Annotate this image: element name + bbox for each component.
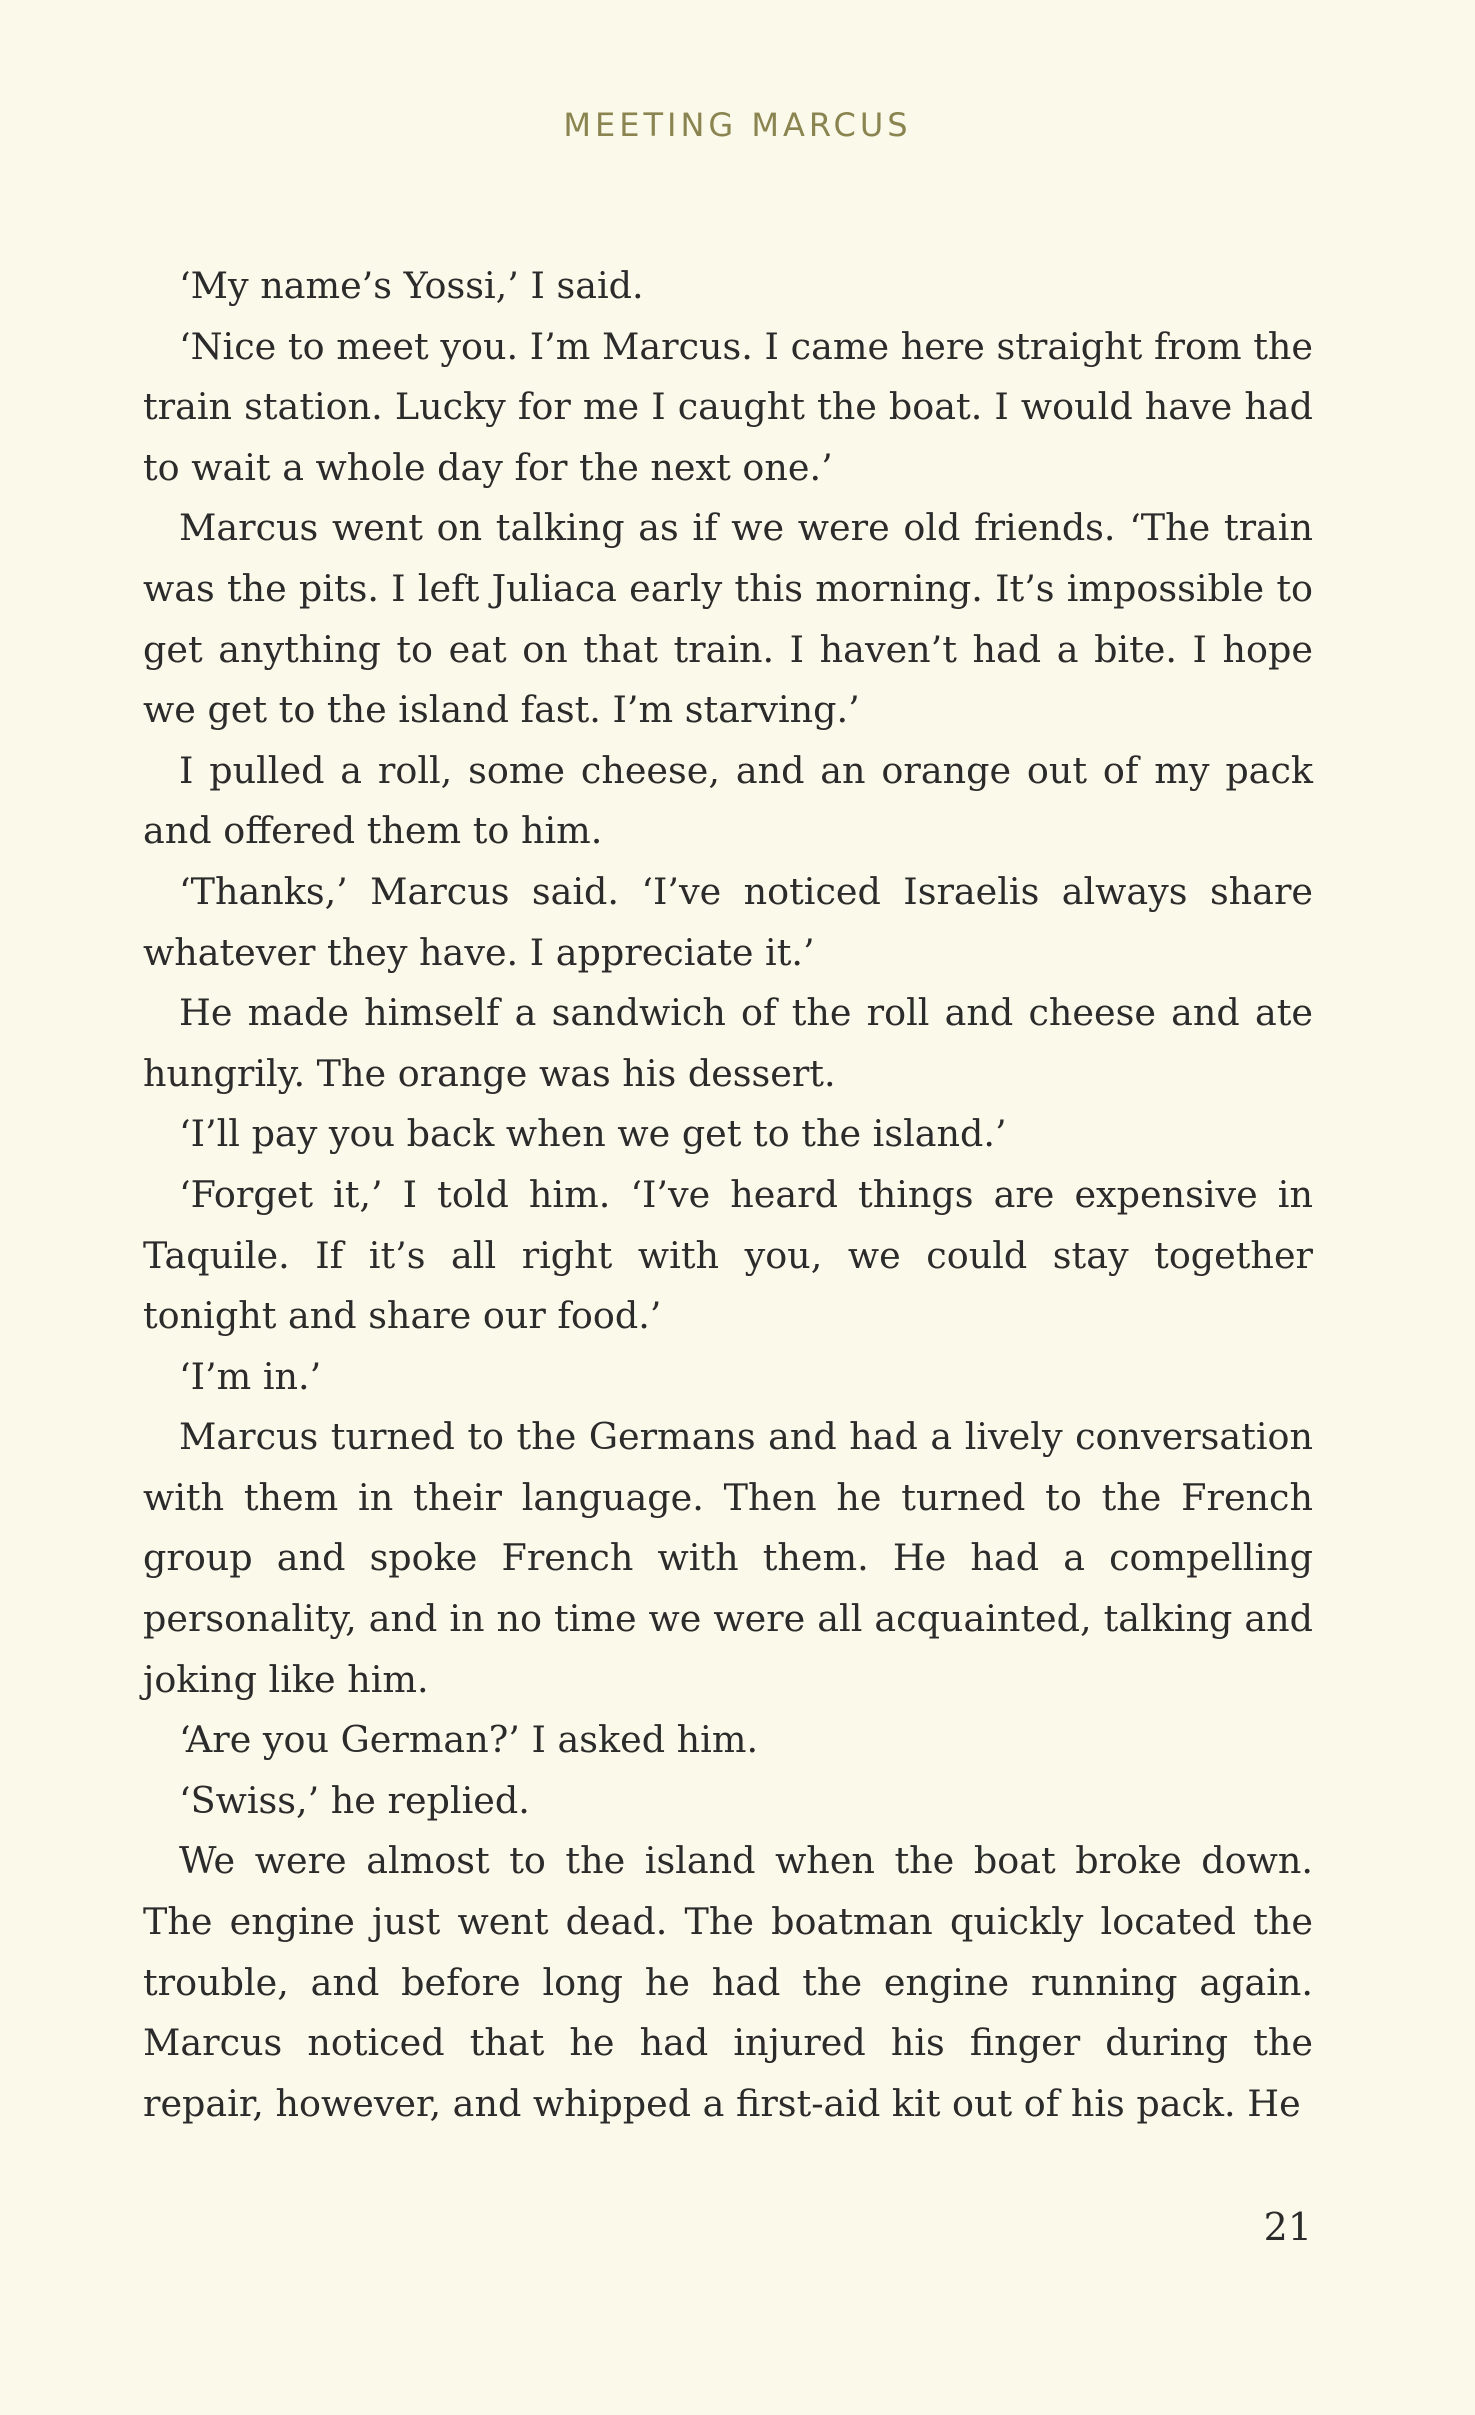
- body-text: [143, 256, 1313, 2134]
- paragraph: ‘Thanks,’ Marcus said. ‘I’ve noticed Israelis always share whatever they have. I appreciate it.’: [143, 869, 1313, 974]
- running-head: MEETING MARCUS: [563, 106, 912, 144]
- paragraph: We were almost to the island when the boat broke down. The engine just went dead. The boatman quickly located the trouble, and before long he had the engine running again. Marcus noticed that he had injured his finger during the repair, however, and whipped a first-aid kit out of his pack. He: [143, 1839, 1313, 2125]
- paragraph: I pulled a roll, some cheese, and an orange out of my pack and offered them to him.: [143, 748, 1313, 853]
- paragraph: ‘My name’s Yossi,’ I said.: [179, 264, 644, 307]
- paragraph: ‘Are you German?’ I asked him.: [179, 1718, 759, 1762]
- paragraph: Marcus went on talking as if we were old friends. ‘The train was the pits. I left Juliaca early this morning. It’s impossible to get anything to eat on that train. I haven’t had a bite. I hope we get to the island fast. I’m starving.’: [143, 506, 1313, 732]
- paragraph: ‘Forget it,’ I told him. ‘I’ve heard things are expensive in Taquile. If it’s all right with you, we could stay together tonight and share our food.’: [143, 1172, 1313, 1338]
- paragraph: ‘Nice to meet you. I’m Marcus. I came here straight from the train station. Lucky for me I caught the boat. I would have had to wait a whole day for the next one.’: [143, 324, 1313, 489]
- paragraph: ‘I’ll pay you back when we get to the island.’: [179, 1112, 1007, 1156]
- paragraph: Marcus turned to the Germans and had a lively conversation with them in their language. Then he turned to the French group and spoke French with them. He had a compelling personality, and in no time we were all acquainted, talking and joking like him.: [143, 1415, 1313, 1701]
- paragraph: ‘I’m in.’: [179, 1354, 322, 1398]
- paragraph: ‘Swiss,’ he replied.: [179, 1778, 530, 1822]
- page-number: 21: [1263, 2205, 1312, 2249]
- paragraph: He made himself a sandwich of the roll and cheese and ate hungrily. The orange was his dessert.: [143, 991, 1313, 1095]
